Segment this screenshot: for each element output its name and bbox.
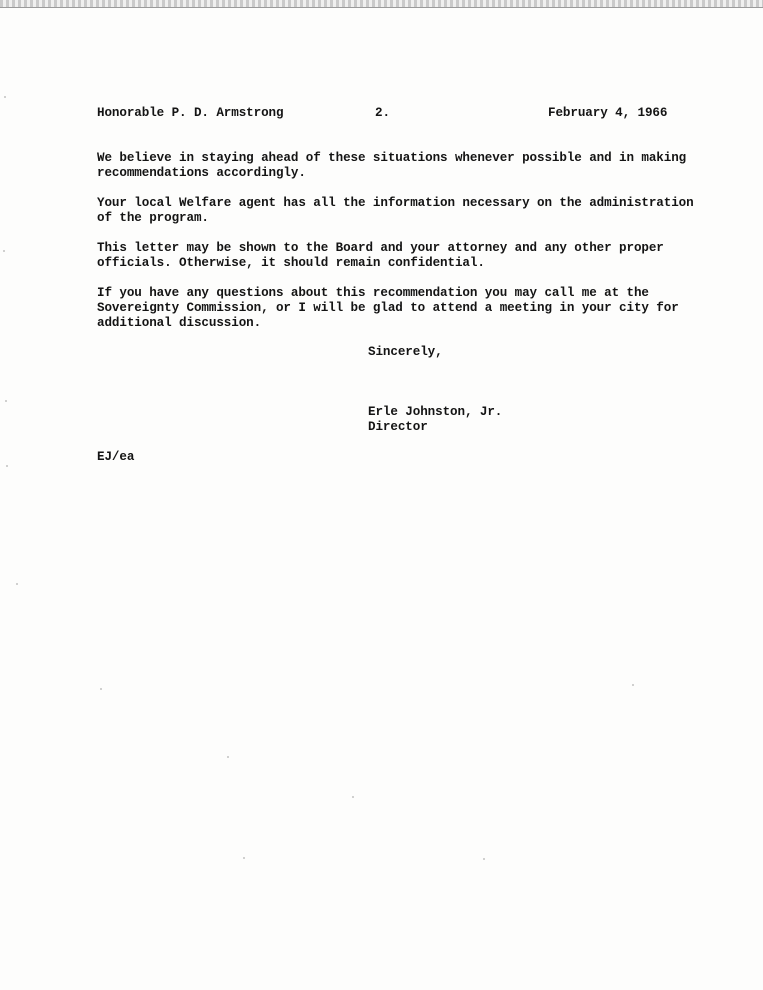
paragraph-line: If you have any questions about this recommendation you may call me at the (97, 286, 649, 300)
paragraph-line: Sovereignty Commission, or I will be glad to attend a meeting in your city for (97, 301, 679, 315)
scan-speck (5, 400, 7, 402)
scanned-page-edge-line (0, 7, 763, 8)
paragraph-line: Your local Welfare agent has all the information necessary on the administration (97, 196, 694, 210)
scan-speck (100, 688, 102, 690)
body-paragraph-3 (97, 241, 717, 271)
paragraph-line: additional discussion. (97, 316, 262, 330)
scan-speck (352, 796, 354, 798)
scan-speck (632, 684, 634, 686)
header-date: February 4, 1966 (548, 106, 668, 120)
scan-speck (4, 96, 6, 98)
paragraph-line: We believe in staying ahead of these situations whenever possible and in making (97, 151, 687, 165)
header-addressee: Honorable P. D. Armstrong (97, 106, 284, 120)
header-page-number: 2. (375, 106, 390, 120)
scan-speck (227, 756, 229, 758)
signature-title: Director (368, 420, 428, 434)
scan-speck (3, 250, 5, 252)
scan-speck (16, 583, 18, 585)
closing-salutation: Sincerely, (368, 345, 443, 359)
paragraph-line: officials. Otherwise, it should remain confidential. (97, 256, 485, 270)
scan-speck (483, 858, 485, 860)
body-paragraph-4 (97, 286, 717, 331)
paragraph-line: of the program. (97, 211, 209, 225)
scan-speck (6, 465, 8, 467)
scan-speck (243, 857, 245, 859)
signature-name: Erle Johnston, Jr. (368, 405, 503, 419)
body-paragraph-2 (97, 196, 717, 226)
paragraph-line: This letter may be shown to the Board and your attorney and any other proper (97, 241, 664, 255)
body-paragraph-1 (97, 151, 717, 181)
paragraph-line: recommendations accordingly. (97, 166, 306, 180)
reference-initials: EJ/ea (97, 450, 135, 464)
